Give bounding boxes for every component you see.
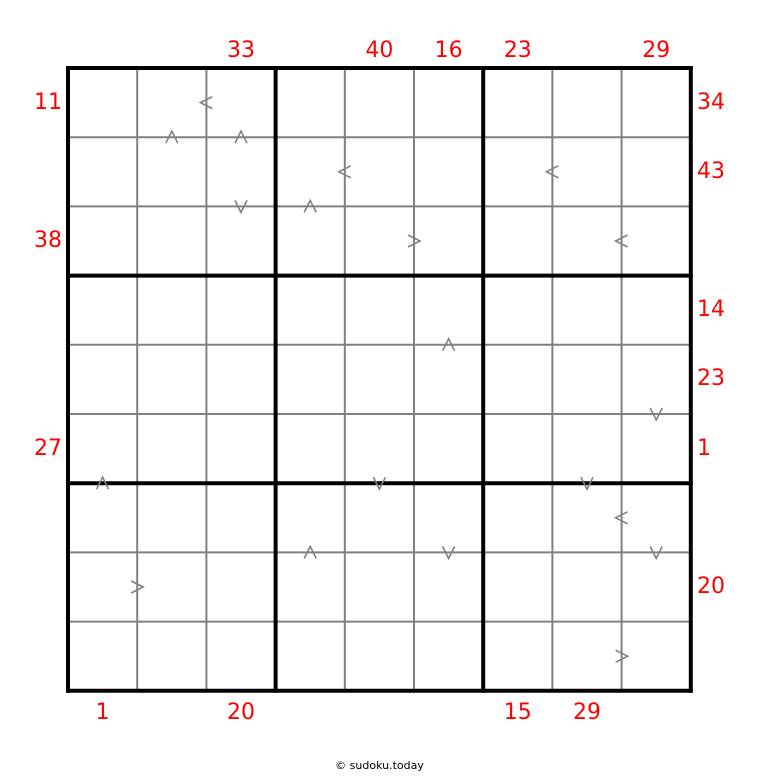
grid-cell-r1c1[interactable] [68,68,137,137]
grid-cell-r4c7[interactable] [483,276,552,345]
grid-cell-r7c1[interactable] [68,483,137,552]
top-clue-col-9: 29 [642,38,671,63]
grid-cell-r7c8[interactable] [552,483,621,552]
grid-cell-r9c9[interactable] [622,622,691,691]
grid-cell-r5c3[interactable] [206,345,275,414]
grid-cell-r9c2[interactable] [137,622,206,691]
grid-cell-r4c6[interactable] [414,276,483,345]
grid-cell-r9c6[interactable] [414,622,483,691]
grid-cell-r2c7[interactable] [483,137,552,206]
grid-cell-r1c3[interactable] [206,68,275,137]
grid-cell-r3c6[interactable] [414,206,483,275]
grid-cell-r8c7[interactable] [483,552,552,621]
grid-cell-r7c6[interactable] [414,483,483,552]
grid-cell-r1c4[interactable] [276,68,345,137]
grid-cell-r3c7[interactable] [483,206,552,275]
grid-cell-r6c7[interactable] [483,414,552,483]
grid-cell-r7c9[interactable] [622,483,691,552]
grid-cell-r1c2[interactable] [137,68,206,137]
grid-cell-r4c8[interactable] [552,276,621,345]
grid-cell-r6c1[interactable] [68,414,137,483]
grid-cell-r9c7[interactable] [483,622,552,691]
right-clue-row-1: 34 [697,89,725,115]
top-clue-col-5: 40 [365,38,394,63]
grid-cell-r8c5[interactable] [345,552,414,621]
grid-cell-r2c6[interactable] [414,137,483,206]
grid-cell-r1c5[interactable] [345,68,414,137]
top-clue-col-3: 33 [227,38,255,63]
bottom-clue-col-8: 29 [573,700,601,725]
bottom-clue-col-7: 15 [503,700,532,725]
grid-cell-r5c7[interactable] [483,345,552,414]
bottom-clue-col-3: 20 [227,700,255,725]
grid-cell-r1c8[interactable] [552,68,621,137]
grid-cell-r8c2[interactable] [137,552,206,621]
grid-cell-r4c9[interactable] [622,276,691,345]
grid-cell-r8c8[interactable] [552,552,621,621]
left-clue-row-6: 27 [34,435,62,461]
right-clue-row-5: 23 [697,366,725,392]
grid-cell-r2c9[interactable] [622,137,691,206]
grid-cell-r3c5[interactable] [345,206,414,275]
grid-cell-r6c3[interactable] [206,414,275,483]
grid-cell-r4c3[interactable] [206,276,275,345]
grid-cell-r2c1[interactable] [68,137,137,206]
grid-cell-r4c1[interactable] [68,276,137,345]
grid-cell-r6c6[interactable] [414,414,483,483]
grid-cell-r6c2[interactable] [137,414,206,483]
grid-cell-r8c4[interactable] [276,552,345,621]
grid-cell-r8c9[interactable] [622,552,691,621]
grid-cell-r7c2[interactable] [137,483,206,552]
grid-cell-r2c8[interactable] [552,137,621,206]
grid-cell-r9c8[interactable] [552,622,621,691]
grid-cell-r1c9[interactable] [622,68,691,137]
grid-cell-r4c5[interactable] [345,276,414,345]
grid-cell-r3c1[interactable] [68,206,137,275]
grid-cell-r2c5[interactable] [345,137,414,206]
grid-cell-r6c4[interactable] [276,414,345,483]
grid-cell-r3c3[interactable] [206,206,275,275]
grid-cell-r1c6[interactable] [414,68,483,137]
grid-cell-r9c5[interactable] [345,622,414,691]
grid-cell-r4c2[interactable] [137,276,206,345]
grid-cell-r8c1[interactable] [68,552,137,621]
top-clue-col-6: 16 [434,38,463,63]
left-clue-row-3: 38 [34,228,62,253]
grid-cell-r1c7[interactable] [483,68,552,137]
grid-cell-r3c8[interactable] [552,206,621,275]
grid-cell-r7c3[interactable] [206,483,275,552]
grid-cell-r5c9[interactable] [622,345,691,414]
grid-cell-r5c8[interactable] [552,345,621,414]
right-clue-row-8: 20 [697,574,725,599]
grid-cell-r3c2[interactable] [137,206,206,275]
grid-cell-r5c5[interactable] [345,345,414,414]
grid-cell-r2c3[interactable] [206,137,275,206]
grid-cell-r9c3[interactable] [206,622,275,691]
grid-cell-r6c5[interactable] [345,414,414,483]
grid-cell-r9c1[interactable] [68,622,137,691]
left-clue-row-1: 11 [34,89,62,115]
grid-cell-r5c2[interactable] [137,345,206,414]
top-clue-col-7: 23 [503,38,532,63]
grid-cell-r3c9[interactable] [622,206,691,275]
copyright-credit: © sudoku.today [335,759,424,772]
grid-cell-r5c4[interactable] [276,345,345,414]
grid-cell-r7c5[interactable] [345,483,414,552]
right-clue-row-6: 1 [697,435,711,461]
grid-cell-r9c4[interactable] [276,622,345,691]
right-clue-row-2: 43 [697,158,725,184]
grid-cell-r8c3[interactable] [206,552,275,621]
grid-cell-r7c4[interactable] [276,483,345,552]
grid-cell-r5c6[interactable] [414,345,483,414]
bottom-clue-col-1: 1 [95,700,110,725]
right-clue-row-4: 14 [697,297,725,323]
grid-cell-r3c4[interactable] [276,206,345,275]
grid-cell-r6c9[interactable] [622,414,691,483]
grid-cell-r7c7[interactable] [483,483,552,552]
grid-cell-r2c2[interactable] [137,137,206,206]
grid-cell-r4c4[interactable] [276,276,345,345]
grid-cell-r5c1[interactable] [68,345,137,414]
grid-cell-r2c4[interactable] [276,137,345,206]
grid-cell-r8c6[interactable] [414,552,483,621]
grid-cell-r6c8[interactable] [552,414,621,483]
